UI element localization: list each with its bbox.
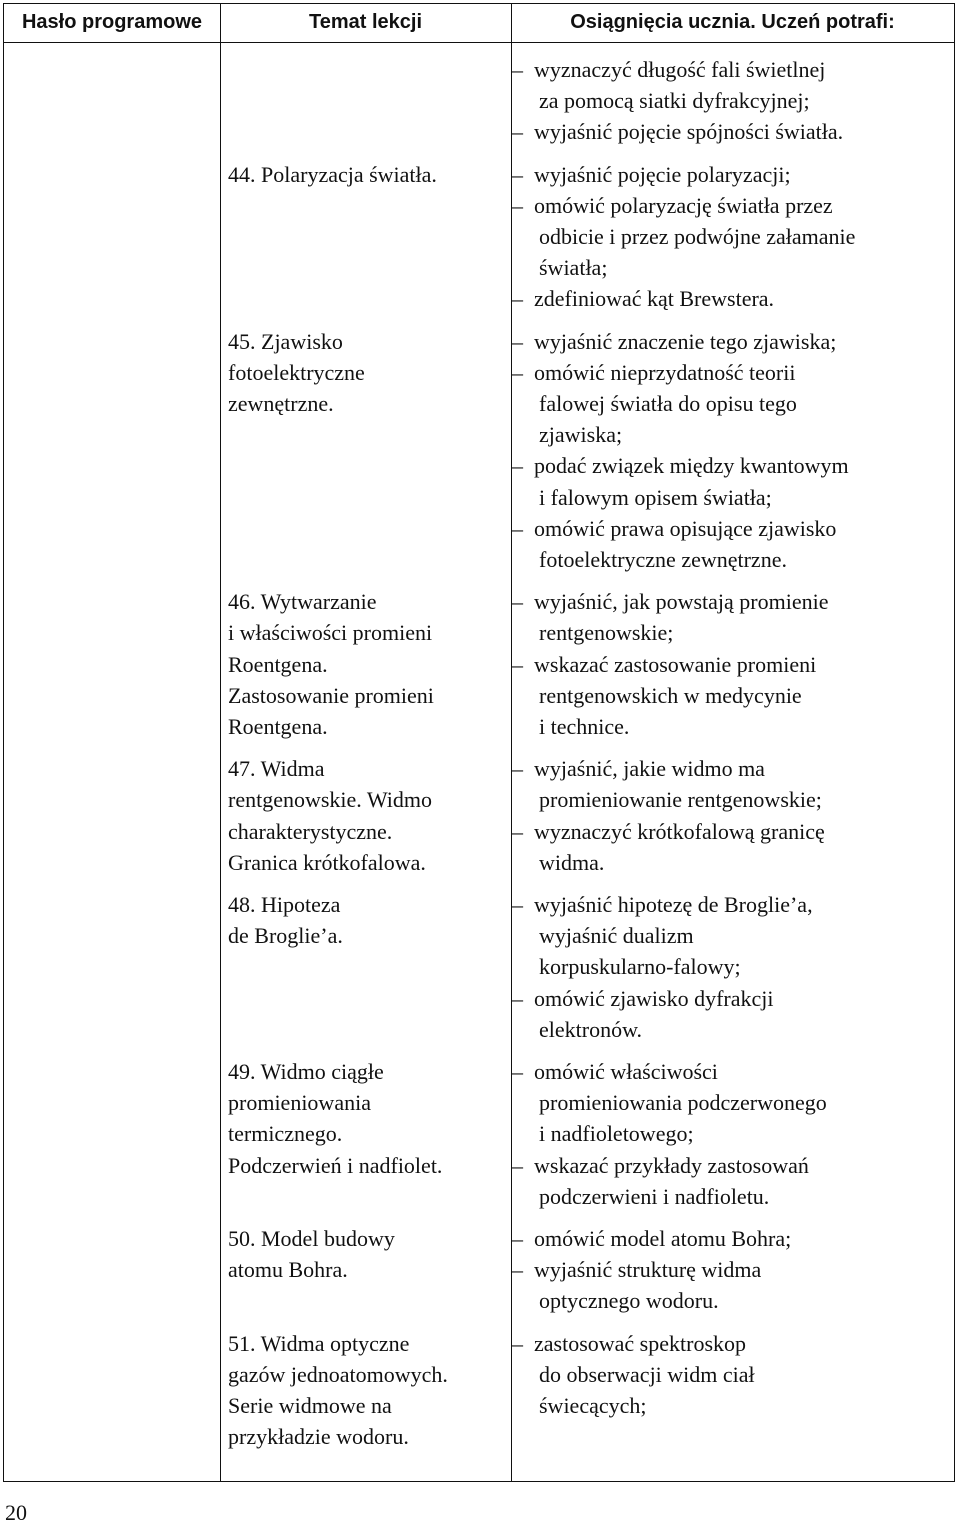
lesson-topic-line: Roentgena. (228, 714, 328, 739)
achievement-continuation (512, 617, 828, 648)
achievement-item (512, 816, 825, 847)
achievement-continuation (512, 252, 855, 283)
lesson-topic (228, 1328, 448, 1453)
dash-bullet: – (512, 328, 523, 354)
achievement-item (512, 190, 855, 221)
achievement-item (512, 889, 813, 920)
achievement-continuation (512, 1285, 791, 1316)
lesson-topic-line: fotoelektryczne (228, 359, 365, 385)
achievement-list (512, 1056, 827, 1212)
lesson-topic-line: i właściwości promieni (228, 620, 433, 646)
dash-bullet: – (512, 57, 523, 82)
achievement-text: zdefiniować kąt Brewstera. (534, 286, 775, 312)
achievement-text: świecących; (539, 1393, 647, 1418)
achievement-text: omówić zjawisko dyfrakcji (534, 985, 774, 1011)
achievement-text: wyznaczyć krótkofalową granicę (534, 818, 825, 844)
lesson-topic-line: 45. Zjawisko (228, 328, 343, 354)
dash-bullet: – (512, 119, 523, 145)
achievement-item (512, 159, 855, 190)
achievement-text: i falowym opisem światła; (539, 484, 772, 510)
achievement-text: promieniowania podczerwonego (539, 1090, 827, 1116)
dash-bullet: – (512, 818, 523, 844)
lesson-topic-line: gazów jednoatomowych. (228, 1361, 448, 1387)
achievement-text: i technice. (539, 714, 630, 739)
lesson-topic-line: atomu Bohra. (228, 1257, 348, 1283)
achievement-list (512, 1223, 791, 1317)
achievement-text: wyznaczyć długość fali świetlnej (534, 57, 826, 82)
header-program-slogan: Hasło programowe (21, 11, 203, 33)
achievement-continuation (512, 388, 849, 419)
achievement-item (512, 283, 855, 314)
achievement-text: fotoelektryczne zewnętrzne. (539, 547, 787, 573)
achievement-list (512, 889, 813, 1045)
lesson-topic-line: 48. Hipoteza (228, 892, 341, 917)
achievement-text: promieniowanie rentgenowskie; (539, 787, 822, 813)
lesson-topic-line: 47. Widma (228, 756, 325, 782)
achievement-text: falowej światła do opisu tego (539, 391, 797, 416)
achievement-text: korpuskularno-falowy; (539, 954, 741, 980)
lesson-topic (228, 586, 434, 742)
dash-bullet: – (512, 892, 523, 917)
achievement-continuation (512, 847, 825, 878)
lesson-topic (228, 889, 343, 951)
lesson-topic-line: przykładzie wodoru. (228, 1424, 409, 1450)
dash-bullet: – (512, 192, 523, 218)
lesson-topic-line: Roentgena. (228, 651, 328, 677)
achievement-list (512, 586, 828, 742)
achievement-continuation (512, 784, 825, 815)
achievement-continuation (512, 85, 843, 116)
lesson-topic (228, 159, 437, 190)
header-student-achievements: Osiągnięcia ucznia. Uczeń potrafi: (570, 11, 895, 33)
dash-bullet: – (512, 286, 523, 312)
achievement-text: wyjaśnić pojęcie spójności światła. (534, 119, 844, 145)
achievement-continuation (512, 1181, 827, 1212)
achievement-text: podać związek między kwantowym (534, 453, 849, 479)
lesson-topic (228, 753, 432, 878)
achievement-text: widma. (539, 849, 605, 875)
achievement-item (512, 1254, 791, 1285)
achievement-continuation (512, 1118, 827, 1149)
lesson-topic-line: 49. Widmo ciągłe (228, 1059, 384, 1084)
achievement-item (512, 513, 849, 544)
achievement-item (512, 983, 813, 1014)
achievement-item (512, 357, 849, 388)
lesson-topic-line: Zastosowanie promieni (228, 682, 434, 708)
achievement-continuation (512, 951, 813, 982)
dash-bullet: – (512, 1330, 523, 1356)
lesson-topic-line: Serie widmowe na (228, 1393, 392, 1418)
lesson-topic-line: zewnętrzne. (228, 391, 334, 416)
achievement-continuation (512, 711, 828, 742)
achievement-item (512, 1056, 827, 1087)
lesson-topic-line: 44. Polaryzacja światła. (228, 161, 437, 187)
achievement-item (512, 753, 825, 784)
achievement-text: omówić model atomu Bohra; (534, 1226, 792, 1251)
achievement-continuation (512, 221, 855, 252)
table-header (4, 4, 954, 43)
achievement-list (512, 326, 849, 576)
achievement-text: wyjaśnić, jakie widmo ma (534, 756, 765, 782)
achievement-text: wyjaśnić znaczenie tego zjawiska; (534, 328, 837, 354)
dash-bullet: – (512, 756, 523, 782)
dash-bullet: – (512, 1257, 523, 1283)
dash-bullet: – (512, 359, 523, 385)
lesson-topic-line: promieniowania (228, 1090, 371, 1116)
achievement-item (512, 326, 849, 357)
achievement-text: optycznego wodoru. (539, 1288, 719, 1314)
achievement-text: i nadfioletowego; (539, 1121, 694, 1147)
column-divider (220, 4, 221, 1481)
dash-bullet: – (512, 161, 523, 187)
achievement-list (512, 753, 825, 878)
achievement-continuation (512, 1087, 827, 1118)
achievement-text: rentgenowskie; (539, 620, 674, 646)
lesson-topic (228, 326, 365, 420)
dash-bullet: – (512, 515, 523, 541)
achievement-continuation (512, 680, 828, 711)
achievement-item (512, 54, 843, 85)
dash-bullet: – (512, 985, 523, 1011)
achievement-list (512, 54, 843, 148)
achievement-continuation (512, 920, 813, 951)
achievement-item (512, 116, 843, 147)
dash-bullet: – (512, 589, 523, 615)
lesson-topic-line: 51. Widma optyczne (228, 1330, 410, 1356)
achievement-text: wskazać przykłady zastosowań (534, 1152, 809, 1178)
dash-bullet: – (512, 1059, 523, 1084)
achievement-text: podczerwieni i nadfioletu. (539, 1183, 770, 1209)
achievement-continuation (512, 544, 849, 575)
achievement-continuation (512, 1359, 755, 1390)
lesson-topic-line: 50. Model budowy (228, 1226, 395, 1251)
achievement-text: omówić prawa opisujące zjawisko (534, 515, 837, 541)
achievement-list (512, 1328, 755, 1422)
achievement-text: do obserwacji widm ciał (539, 1361, 755, 1387)
achievement-item (512, 1328, 755, 1359)
achievement-text: wyjaśnić strukturę widma (534, 1257, 762, 1283)
achievement-continuation (512, 1014, 813, 1045)
achievement-text: zastosować spektroskop (534, 1330, 747, 1356)
achievement-item (512, 649, 828, 680)
dash-bullet: – (512, 1226, 523, 1251)
achievement-text: omówić nieprzydatność teorii (534, 359, 796, 385)
achievement-item (512, 1223, 791, 1254)
achievement-text: zjawiska; (539, 422, 623, 448)
achievement-text: za pomocą siatki dyfrakcyjnej; (539, 88, 810, 114)
achievement-text: wyjaśnić dualizm (539, 923, 694, 949)
lesson-topic-line: rentgenowskie. Widmo (228, 787, 433, 813)
lesson-topic-line: 46. Wytwarzanie (228, 589, 377, 615)
achievement-text: wskazać zastosowanie promieni (534, 651, 817, 677)
achievement-continuation (512, 482, 849, 513)
lesson-topic-line: charakterystyczne. (228, 818, 393, 844)
achievement-text: światła; (539, 255, 608, 281)
achievement-text: omówić polaryzację światła przez (534, 192, 833, 218)
lesson-topic (228, 1223, 395, 1285)
achievement-continuation (512, 419, 849, 450)
achievement-text: wyjaśnić, jak powstają promienie (534, 589, 829, 615)
achievement-text: elektronów. (539, 1016, 643, 1042)
page-number: 20 (5, 1500, 27, 1525)
lesson-topic-line: de Broglie’a. (228, 923, 343, 949)
achievement-continuation (512, 1390, 755, 1421)
achievement-list (512, 159, 855, 315)
achievement-text: omówić właściwości (534, 1059, 718, 1084)
achievement-item (512, 450, 849, 481)
dash-bullet: – (512, 1152, 523, 1178)
lesson-topic-line: Granica krótkofalowa. (228, 849, 426, 875)
dash-bullet: – (512, 651, 523, 677)
lesson-topic-line: termicznego. (228, 1121, 343, 1147)
lesson-topic (228, 1056, 442, 1181)
achievement-text: wyjaśnić hipotezę de Broglie’a, (534, 892, 813, 917)
achievement-text: odbicie i przez podwójne załamanie (539, 224, 856, 249)
achievement-item (512, 1150, 827, 1181)
header-lesson-topic: Temat lekcji (308, 11, 423, 33)
lesson-topic-line: Podczerwień i nadfiolet. (228, 1152, 443, 1178)
achievement-item (512, 586, 828, 617)
achievement-text: wyjaśnić pojęcie polaryzacji; (534, 161, 791, 187)
achievement-text: rentgenowskich w medycynie (539, 682, 802, 708)
dash-bullet: – (512, 453, 523, 479)
